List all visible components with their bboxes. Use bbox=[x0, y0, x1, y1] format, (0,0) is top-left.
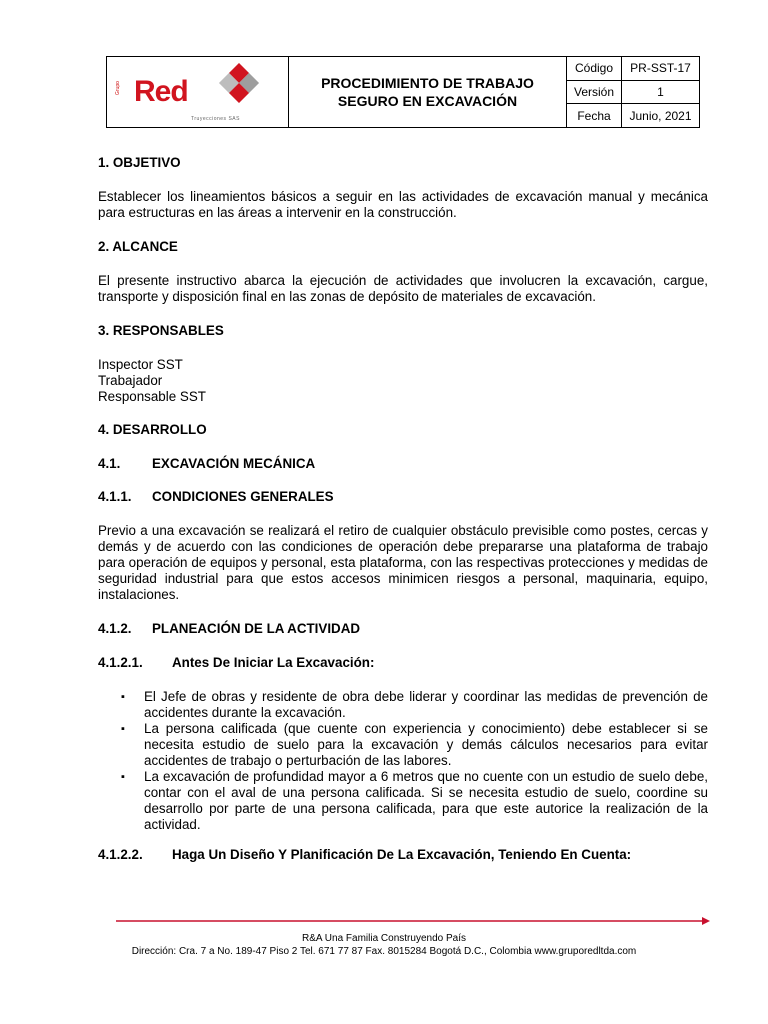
meta-label-codigo: Código bbox=[567, 57, 622, 81]
heading-desarrollo: 4. DESARROLLO bbox=[98, 422, 207, 437]
heading-4-1-1 bbox=[98, 489, 708, 505]
title-line-2: SEGURO EN EXCAVACIÓN bbox=[337, 93, 518, 109]
meta-label-fecha: Fecha bbox=[567, 104, 622, 128]
bullet-list bbox=[98, 689, 708, 833]
logo-cell bbox=[107, 57, 289, 128]
heading-4-1-2-2-text: Haga Un Diseño Y Planificación De La Excavación, Teniendo En Cuenta: bbox=[172, 847, 632, 862]
heading-4-1-text: EXCAVACIÓN MECÁNICA bbox=[152, 456, 316, 471]
heading-4-1-2-1 bbox=[98, 655, 708, 671]
document-body bbox=[98, 155, 708, 881]
heading-4-1-1-text: CONDICIONES GENERALES bbox=[152, 489, 334, 504]
heading-objetivo: 1. OBJETIVO bbox=[98, 155, 181, 170]
heading-4-1-2-2-number: 4.1.2.2. bbox=[98, 847, 143, 862]
logo-diamond-icon bbox=[217, 61, 261, 107]
list-item: ▪ El Jefe de obras y residente de obra debe liderar y coordinar las medidas de prevención de accidentes durante la excavación. bbox=[98, 689, 708, 721]
meta-value-version: 1 bbox=[622, 80, 700, 104]
meta-value-codigo: PR-SST-17 bbox=[622, 57, 700, 81]
heading-4-1 bbox=[98, 456, 708, 472]
document-header bbox=[106, 56, 700, 128]
logo-grupo-text: Grupo bbox=[115, 81, 121, 95]
heading-alcance: 2. ALCANCE bbox=[98, 239, 178, 254]
list-item: ▪ La persona calificada (que cuente con experiencia y conocimiento) debe establecer si se necesita estudio de suelo para la excavación y demás cálculos necesarios para evitar accidentes de trabajo o perturbación de las labores. bbox=[98, 721, 708, 769]
heading-4-1-2-1-text: Antes De Iniciar La Excavación: bbox=[172, 655, 375, 670]
meta-label-version: Versión bbox=[567, 80, 622, 104]
footer-slogan: R&A Una Familia Construyendo País bbox=[302, 933, 466, 944]
responsable-item: Inspector SST bbox=[98, 357, 183, 372]
responsables-list bbox=[98, 357, 708, 405]
heading-responsables: 3. RESPONSABLES bbox=[98, 323, 224, 338]
responsable-item: Trabajador bbox=[98, 373, 163, 388]
meta-value-fecha: Junio, 2021 bbox=[622, 104, 700, 128]
heading-4-1-2-text: PLANEACIÓN DE LA ACTIVIDAD bbox=[152, 621, 361, 636]
logo-brand-text: Red bbox=[134, 75, 188, 108]
footer-address: Dirección: Cra. 7 a No. 189-47 Piso 2 Tel. 671 77 87 Fax. 8015284 Bogotá D.C., Colombia www.gruporedltda.com bbox=[131, 946, 637, 957]
title-line-1: PROCEDIMIENTO DE TRABAJO bbox=[321, 75, 534, 91]
paragraph-objetivo: Establecer los lineamientos básicos a seguir en las actividades de excavación manual y mecánica para estructuras en las áreas a intervenir en la construcción. bbox=[98, 189, 708, 220]
heading-4-1-1-number: 4.1.1. bbox=[98, 489, 132, 504]
responsable-item: Responsable SST bbox=[98, 389, 206, 404]
heading-4-1-2-1-number: 4.1.2.1. bbox=[98, 655, 143, 670]
heading-4-1-2 bbox=[98, 621, 708, 637]
document-title bbox=[289, 57, 567, 128]
logo-tagline: Truyecciones SAS bbox=[191, 116, 240, 122]
heading-4-1-2-2 bbox=[98, 847, 708, 863]
list-item: ▪ La excavación de profundidad mayor a 6 metros que no cuente con un estudio de suelo debe, contar con el aval de una persona calificada. Si se necesita estudio de suelo, coordine su desarrollo por parte de una persona calificada, para que este autorice la realización de la actividad. bbox=[98, 769, 708, 833]
heading-4-1-2-number: 4.1.2. bbox=[98, 621, 132, 636]
page-footer bbox=[0, 932, 768, 958]
paragraph-alcance: El presente instructivo abarca la ejecución de actividades que involucren la excavación, cargue, transporte y disposición final en las zonas de depósito de materiales de excavación. bbox=[98, 273, 708, 304]
paragraph-condiciones-generales: Previo a una excavación se realizará el retiro de cualquier obstáculo previsible como postes, cercas y demás y de acuerdo con las condiciones de operación debe prepararse una plataforma de trabajo para operación de equipos y personal, esta plataforma, con las respectivas protecciones y medidas de seguridad industrial para que estos accesos minimicen riesgos a personal, maquinaria, equipo, instalaciones. bbox=[98, 523, 708, 602]
heading-4-1-number: 4.1. bbox=[98, 456, 121, 471]
footer-arrow-line bbox=[116, 915, 710, 927]
